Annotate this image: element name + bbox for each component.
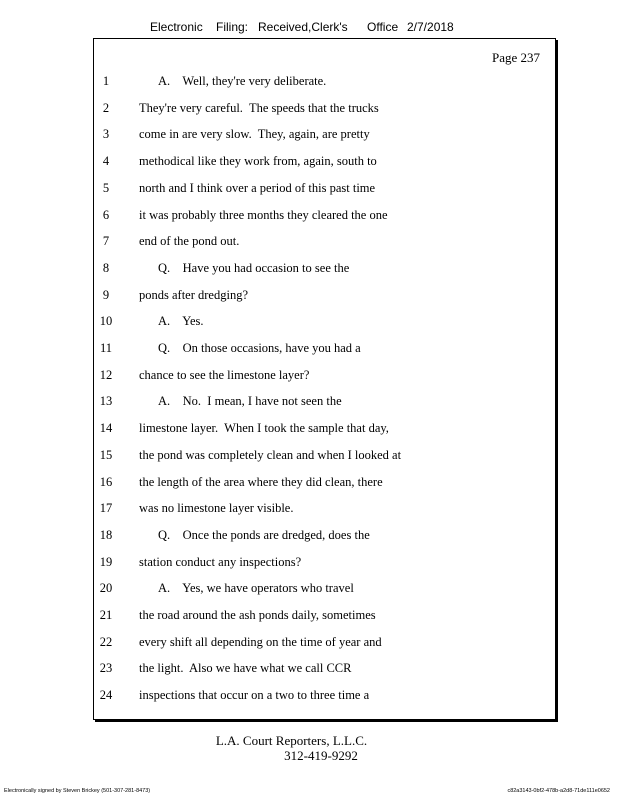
line-text: A. Yes. (158, 314, 204, 329)
transcript-line (0, 205, 618, 225)
line-number: 14 (99, 421, 113, 436)
line-number: 9 (102, 287, 110, 302)
line-number: 22 (99, 634, 113, 649)
line-text: Q. On those occasions, have you had a (158, 341, 361, 355)
filing-header (0, 20, 618, 38)
line-text: station conduct any inspections? (139, 554, 302, 569)
transcript-line (0, 658, 618, 678)
line-number: 18 (99, 527, 113, 542)
transcript-line (0, 231, 618, 251)
line-number: 6 (102, 207, 110, 222)
header-date: 2/7/2018 (407, 20, 454, 34)
line-number: 19 (99, 554, 113, 569)
footer (0, 733, 618, 763)
line-text: They're very careful. The speeds that the trucks (139, 100, 379, 115)
transcript-line (0, 445, 618, 465)
line-text: ponds after dredging? (139, 287, 248, 302)
line-number: 17 (99, 501, 113, 516)
line-number: 13 (99, 394, 113, 409)
transcript-line (0, 632, 618, 652)
line-text: north and I think over a period of this past time (139, 180, 376, 195)
line-text: A. Yes, we have operators who travel (158, 581, 354, 596)
line-text: Q. Once the ponds are dredged, does the (158, 527, 370, 542)
line-text: methodical like they work from, again, south to (139, 154, 377, 169)
electronic-signature: Electronically signed by Steven Brickey (501-307-281-8473) (4, 788, 151, 794)
transcript-line (0, 311, 618, 331)
transcript-line (0, 418, 618, 438)
transcript-line (0, 151, 618, 171)
line-text: chance to see the limestone layer? (139, 367, 310, 382)
line-text: Q. Have you had occasion to see the (158, 260, 350, 275)
transcript-line (0, 685, 618, 705)
line-number: 2 (102, 100, 110, 115)
transcript-line (0, 498, 618, 518)
line-number: 8 (102, 260, 110, 275)
line-number: 11 (99, 341, 113, 355)
line-text: was no limestone layer visible. (139, 501, 294, 516)
transcript-line (0, 391, 618, 411)
transcript-line (0, 525, 618, 545)
line-number: 3 (102, 127, 110, 142)
footer-company: L.A. Court Reporters, L.L.C. (215, 733, 368, 748)
line-text: the pond was completely clean and when I looked at (139, 447, 402, 462)
transcript-line (0, 338, 618, 358)
line-number: 20 (99, 581, 113, 596)
transcript-line (0, 124, 618, 144)
page-number: Page 237 (491, 50, 540, 65)
line-number: 1 (102, 74, 110, 88)
transcript-line (0, 552, 618, 572)
transcript-line (0, 472, 618, 492)
document-id: c82a3143-0bf2-478b-a2d8-71de111e0652 (507, 788, 610, 794)
transcript-line (0, 578, 618, 598)
line-text: the light. Also we have what we call CCR (139, 661, 352, 676)
header-word-received: Received,Clerk's (258, 20, 348, 34)
transcript-line (0, 258, 618, 278)
transcript-line (0, 98, 618, 118)
line-text: the length of the area where they did clean, there (139, 474, 383, 489)
transcript-line (0, 178, 618, 198)
line-number: 7 (102, 234, 110, 249)
transcript-line (0, 365, 618, 385)
line-number: 15 (99, 447, 113, 462)
transcript-line (0, 71, 618, 91)
line-text: A. Well, they're very deliberate. (158, 74, 327, 88)
line-number: 4 (102, 154, 110, 169)
line-number: 10 (99, 314, 113, 329)
line-number: 16 (99, 474, 113, 489)
line-number: 21 (99, 608, 113, 622)
header-word-electronic: Electronic (150, 20, 203, 34)
header-word-office: Office (367, 20, 399, 34)
line-text: end of the pond out. (139, 234, 240, 249)
line-text: inspections that occur on a two to three time a (139, 688, 370, 703)
line-text: limestone layer. When I took the sample that day, (139, 421, 389, 436)
line-number: 24 (99, 688, 113, 703)
line-text: A. No. I mean, I have not seen the (158, 394, 342, 409)
line-text: the road around the ash ponds daily, sometimes (139, 608, 376, 622)
header-word-filing: Filing: (216, 20, 249, 34)
line-text: it was probably three months they cleared the one (139, 207, 388, 222)
line-text: every shift all depending on the time of year and (139, 634, 382, 649)
transcript-line (0, 605, 618, 625)
footer-phone: 312-419-9292 (284, 748, 358, 763)
line-text: come in are very slow. They, again, are pretty (139, 127, 370, 142)
line-number: 12 (99, 367, 113, 382)
line-number: 5 (102, 180, 110, 195)
line-number: 23 (99, 661, 113, 676)
transcript-line (0, 285, 618, 305)
